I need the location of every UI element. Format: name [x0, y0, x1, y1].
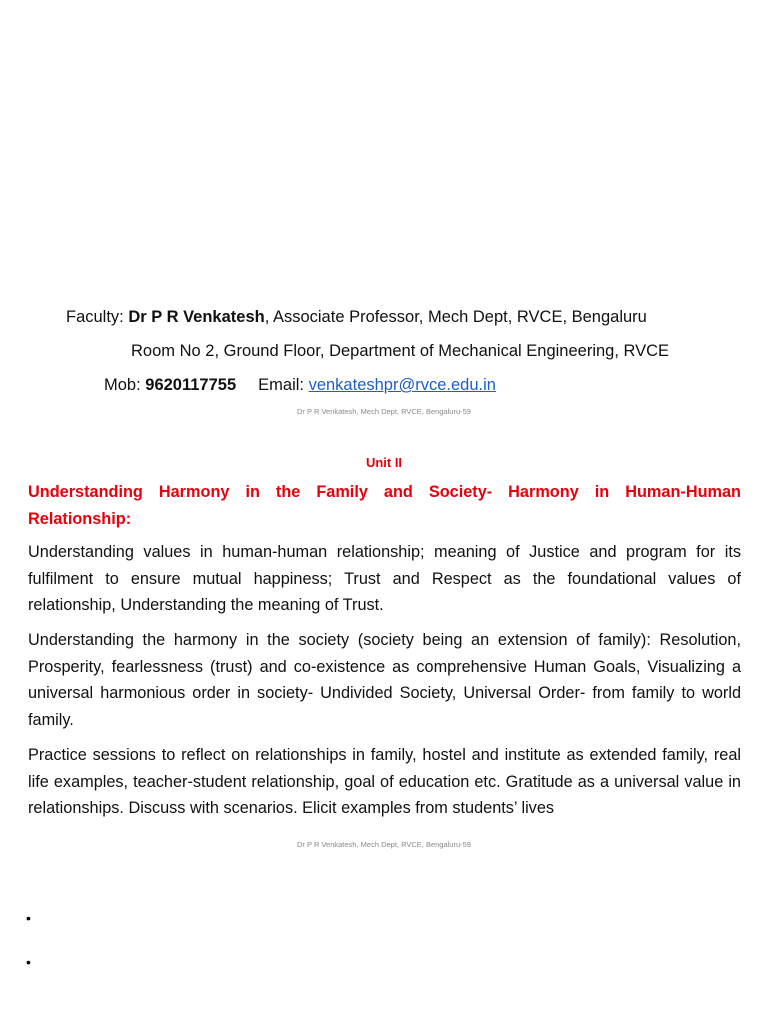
email-link[interactable]: venkateshpr@rvce.edu.in [308, 376, 496, 394]
faculty-line [66, 307, 647, 327]
slide1-footer: Dr P R Venkatesh, Mech Dept, RVCE, Bengaluru-59 [297, 407, 471, 416]
contact-line [104, 375, 496, 395]
unit-heading: Understanding Harmony in the Family and Society- Harmony in Human-Human Relationship: [28, 483, 741, 528]
paragraph-3: Practice sessions to reflect on relationships in family, hostel and institute as extended family, real life examples, teacher-student relationship, goal of education etc. Gratitude as a universal value in relationships. Discuss with scenarios. Elicit examples from students’ lives [28, 746, 741, 817]
mob-number: 9620117755 [145, 376, 237, 394]
email-label: Email: [258, 376, 309, 394]
bullet-marker: • [26, 910, 31, 926]
slide2-footer: Dr P R Venkatesh, Mech Dept, RVCE, Bengaluru-59 [297, 840, 471, 849]
room-line [131, 341, 669, 361]
faculty-name: Dr P R Venkatesh [128, 308, 265, 326]
paragraph-2: Understanding the harmony in the society (society being an extension of family): Resolution, Prosperity, fearlessness (trust) and co-existence as comprehensive Human Goals, Visualizing a universal harmonious order in society- Undivided Society, Universal Order- from family to world family. [28, 631, 741, 729]
bullet-marker: • [26, 954, 31, 970]
paragraph-1: Understanding values in human-human relationship; meaning of Justice and program for its fulfilment to ensure mutual happiness; Trust and Respect as the foundational values of relationship, Understanding the meaning of Trust. [28, 543, 741, 614]
mob-label: Mob: [104, 376, 146, 394]
faculty-label: Faculty: [66, 308, 129, 326]
room-text: Room No 2, Ground Floor, Department of Mechanical Engineering, RVCE [131, 342, 670, 360]
faculty-designation: , Associate Professor, Mech Dept, RVCE, Bengaluru [264, 308, 647, 326]
unit-title: Unit II [365, 455, 403, 470]
